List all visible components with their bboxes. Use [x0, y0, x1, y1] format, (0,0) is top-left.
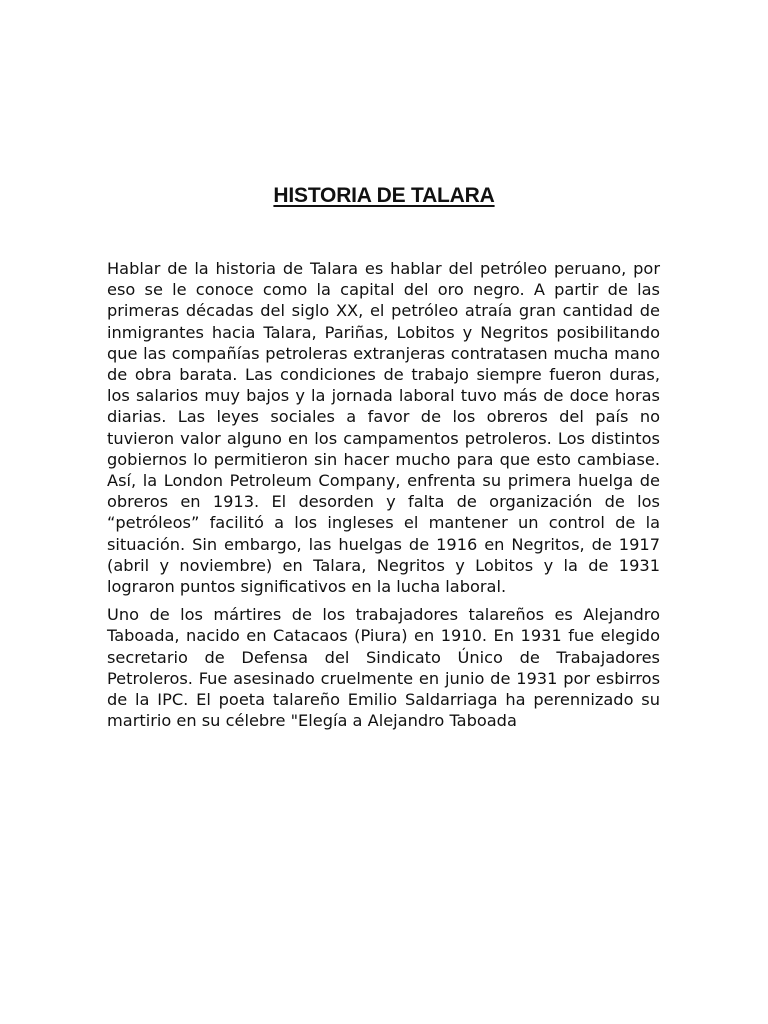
document-body	[107, 258, 660, 738]
paragraph-1: Hablar de la historia de Talara es hablar del petróleo peruano, por eso se le conoce como la capital del oro negro. A partir de las primeras décadas del siglo XX, el petróleo atraía gran cantidad de inmigrantes hacia Talara, Pariñas, Lobitos y Negritos posibilitando que las compañías petroleras extranjeras contratasen mucha mano de obra barata. Las condiciones de trabajo siempre fueron duras, los salarios muy bajos y la jornada laboral tuvo más de doce horas diarias. Las leyes sociales a favor de los obreros del país no tuvieron valor alguno en los campamentos petroleros. Los distintos gobiernos lo permitieron sin hacer mucho para que esto cambiase. Así, la London Petroleum Company, enfrenta su primera huelga de obreros en 1913. El desorden y falta de organización de los “petróleos” facilitó a los ingleses el mantener un control de la situación. Sin embargo, las huelgas de 1916 en Negritos, de 1917 (abril y noviembre) en Talara, Negritos y Lobitos y la de 1931 lograron puntos significativos en la lucha laboral.	[107, 259, 660, 597]
document-title: HISTORIA DE TALARA	[273, 184, 495, 207]
paragraph-2: Uno de los mártires de los trabajadores talareños es Alejandro Taboada, nacido en Catacaos (Piura) en 1910. En 1931 fue elegido secretario de Defensa del Sindicato Único de Trabajadores Petroleros. Fue asesinado cruelmente en junio de 1931 por esbirros de la IPC. El poeta talareño Emilio Saldarriaga ha perennizado su martirio en su célebre "Elegía a Alejandro Taboada	[107, 605, 660, 731]
